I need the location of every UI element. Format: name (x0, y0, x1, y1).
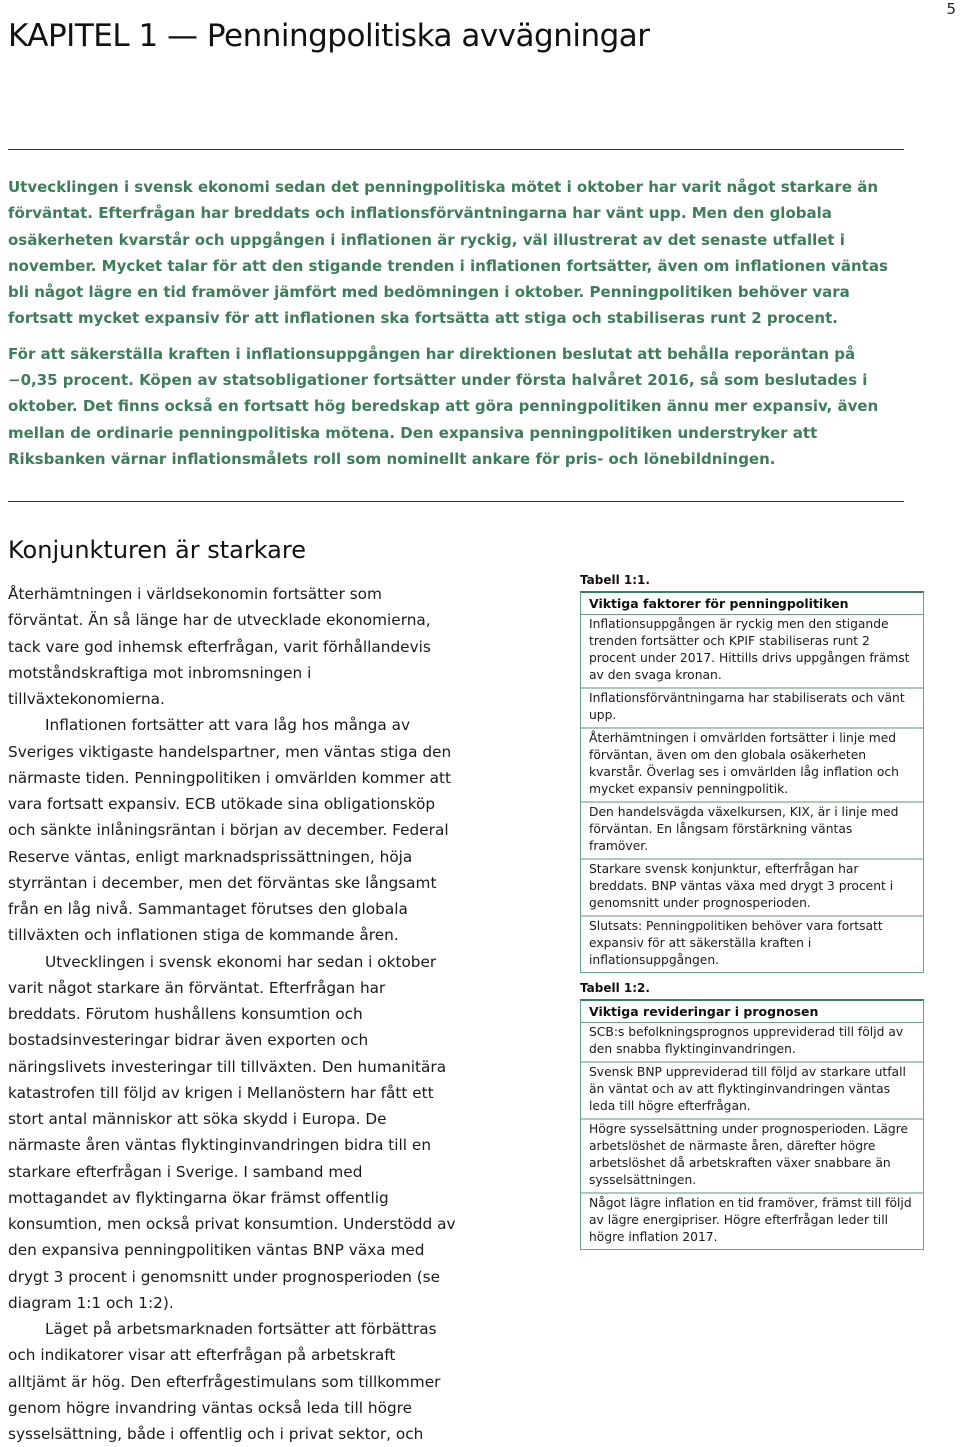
table-row: Inflationsförväntningarna har stabiliserats och vänt upp. (581, 687, 923, 727)
summary-divider (8, 501, 904, 502)
table-row: Svensk BNP uppreviderad till följd av starkare utfall än väntat och av att flyktinginvandringen väntas leda till högre efterfrågan. (581, 1061, 923, 1118)
summary-paragraph: För att säkerställa kraften i inflationsuppgången har direktionen beslutat att behålla reporäntan på −0,35 procent. Köpen av statsobligationer fortsätter under första halvåret 2016, så som beslutades i oktober. Det finns också en fortsatt hög beredskap att göra penningpolitiken ännu mer expansiv, även mellan de ordinarie penningpolitiska mötena. Den expansiva penningpolitiken understryker att Riksbanken värnar inflationsmålets roll som nominellt ankare för pris- och lönebildningen. (8, 344, 879, 468)
table-2 (580, 981, 924, 1250)
table-body (581, 1023, 923, 1249)
table-row: Den handelsvägda växelkursen, KIX, är i linje med förväntan. En långsam förstärkning väntas framöver. (581, 801, 923, 858)
table-row: SCB:s befolkningsprognos uppreviderad till följd av den snabba flyktinginvandringen. (589, 1025, 904, 1056)
table-row: Högre sysselsättning under prognosperioden. Lägre arbetslöshet de närmaste åren, därefter högre arbetslöshet då arbetskraften växer snabbare än sysselsättningen. (581, 1118, 923, 1192)
table-label: Tabell 1:2. (580, 981, 650, 995)
table-row: Återhämtningen i omvärlden fortsätter i linje med förväntan, även om den globala osäkerheten kvarstår. Överlag ses i omvärlden låg inflation och mycket expansiv penningpolitik. (581, 727, 923, 801)
body-paragraph: Utvecklingen i svensk ekonomi har sedan i oktober varit något starkare än förväntat. Efterfrågan har breddats. Förutom hushållens konsumtion och bostadsinvesteringar bidrar även exporten och näringslivets investeringar till tillväxten. Den humanitära katastrofen till följd av krigen i Mellanöstern har fått ett stort antal människor att söka skydd i Europa. De närmaste åren väntas flyktinginvandringen bidra till en starkare efterfrågan i Sverige. I samband med mottagandet av flyktingarna ökar främst offentlig konsumtion, men också privat konsumtion. Understödd av den expansiva penningpolitiken väntas BNP växa med drygt 3 procent i genomsnitt under prognosperioden (se diagram 1:1 och 1:2). (8, 952, 456, 1312)
table-row: Något lägre inflation en tid framöver, främst till följd av lägre energipriser. Högre efterfrågan leder till högre inflation 2017. (581, 1192, 923, 1249)
table-header: Viktiga revideringar i prognosen (581, 1001, 923, 1023)
table-body (581, 615, 923, 972)
body-paragraph: Inflationen fortsätter att vara låg hos många av Sveriges viktigaste handelspartner, men väntas stiga den närmaste tiden. Penningpolitiken i omvärlden kommer att vara fortsatt expansiv. ECB utökade sina obligationsköp och sänkte inlåningsräntan i början av december. Federal Reserve väntas, enligt marknadsprissättningen, höja styrräntan i december, men det förväntas ske långsamt från en låg nivå. Sammantaget förutses den globala tillväxten och inflationen stiga de kommande åren. (8, 716, 452, 945)
table-label: Tabell 1:1. (580, 573, 650, 587)
body-paragraph: Återhämtningen i världsekonomin fortsätter som förväntat. Än så länge har de utvecklade ekonomierna, tack vare god inhemsk efterfrågan, varit förhållandevis motståndskraftiga mot inbromsningen i tillväxtekonomierna. (8, 585, 431, 708)
table-1 (580, 573, 924, 973)
table-row: Inflationsuppgången är ryckig men den stigande trenden fortsätter och KPIF stabiliseras runt 2 procent under 2017. Hittills drivs uppgången främst av den svaga kronan. (589, 617, 910, 682)
body-paragraph: Läget på arbetsmarknaden fortsätter att förbättras och indikatorer visar att efterfrågan på arbetskraft alltjämt är hög. Den efterfrågestimulans som tillkommer genom högre invandring väntas också leda till högre sysselsättning, både i offentlig och i privat sektor, och (8, 1320, 441, 1443)
summary-block (8, 174, 904, 481)
body-text (8, 581, 458, 1447)
page-number: 5 (946, 0, 956, 18)
table-box (580, 591, 924, 973)
section-heading: Konjunkturen är starkare (8, 536, 306, 564)
summary-paragraph: Utvecklingen i svensk ekonomi sedan det penningpolitiska mötet i oktober har varit något starkare än förväntat. Efterfrågan har breddats och inflationsförväntningarna har vänt upp. Men den globala osäkerheten kvarstår och uppgången i inflationen är ryckig, väl illustrerat av det senaste utfallet i november. Mycket talar för att den stigande trenden i inflationen fortsätter, även om inflationen väntas bli något lägre en tid framöver jämfört med bedömningen i oktober. Penningpolitiken behöver vara fortsatt mycket expansiv för att inflationen ska fortsätta att stiga och stabiliseras runt 2 procent. (8, 178, 888, 328)
chapter-title: KAPITEL 1 — Penningpolitiska avvägningar (8, 18, 650, 54)
top-divider (8, 149, 904, 150)
table-header: Viktiga faktorer för penningpolitiken (581, 593, 923, 615)
table-row: Slutsats: Penningpolitiken behöver vara fortsatt expansiv för att säkerställa kraften i inflationsuppgången. (581, 915, 923, 972)
table-box (580, 999, 924, 1250)
table-row: Starkare svensk konjunktur, efterfrågan har breddats. BNP väntas växa med drygt 3 procent i genomsnitt under prognosperioden. (581, 858, 923, 915)
